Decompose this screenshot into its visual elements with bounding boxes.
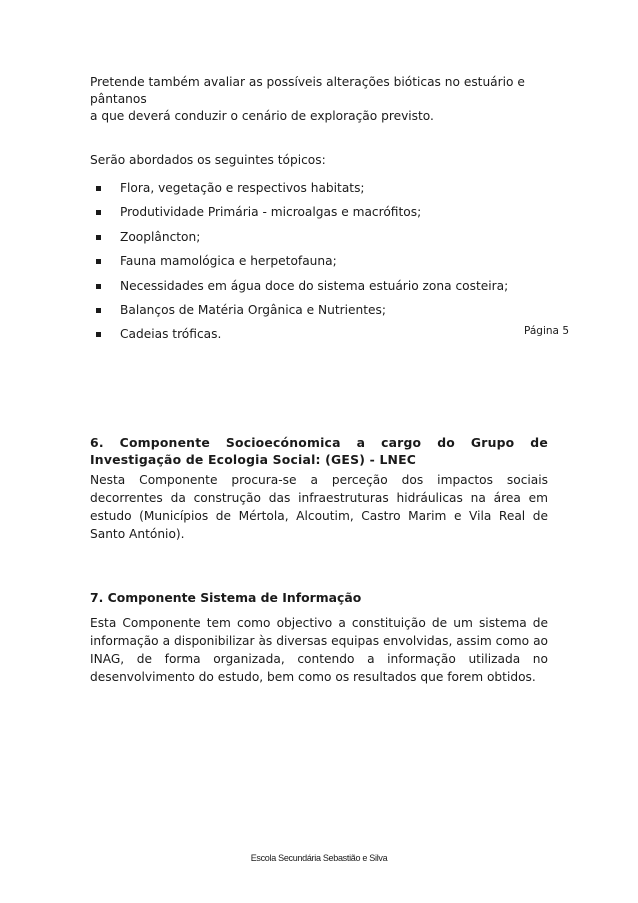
list-item-text: Cadeias tróficas. [120, 327, 222, 342]
square-bullet-icon [96, 259, 101, 264]
intro-line-3: a que deverá conduzir o cenário de exploração previsto. [90, 109, 434, 123]
intro-line-2: pântanos [90, 92, 147, 106]
list-item-text: Balanços de Matéria Orgânica e Nutrientes; [120, 302, 386, 317]
list-item [96, 302, 508, 326]
square-bullet-icon [96, 332, 101, 337]
square-bullet-icon [96, 210, 101, 215]
section-7-heading: 7. Componente Sistema de Informação [90, 590, 362, 605]
page-footer: Escola Secundária Sebastião e Silva [250, 853, 388, 863]
intro-line-1: Pretende também avaliar as possíveis alterações bióticas no estuário e [90, 75, 525, 89]
topics-intro: Serão abordados os seguintes tópicos: [90, 153, 326, 167]
section-7-body: Esta Componente tem como objectivo a constituição de um sistema de informação a disponibilizar às diversas equipas envolvidas, assim como ao INAG, de forma organizada, contendo a informação utilizada no desenvolvimento do estudo, bem como os resultados que forem obtidos. [90, 616, 548, 685]
list-item [96, 229, 508, 253]
list-item-text: Fauna mamológica e herpetofauna; [120, 254, 337, 269]
square-bullet-icon [96, 284, 101, 289]
list-item [96, 204, 508, 228]
square-bullet-icon [96, 186, 101, 191]
section-6 [90, 434, 548, 543]
list-item [96, 253, 508, 277]
section-6-heading: 6. Componente Socioecónomica a cargo do Grupo de Investigação de Ecologia Social: (GES) - LNEC [90, 435, 548, 468]
list-item-text: Zooplâncton; [120, 229, 201, 244]
list-item [96, 326, 508, 350]
square-bullet-icon [96, 308, 101, 313]
list-item-text: Flora, vegetação e respectivos habitats; [120, 181, 365, 195]
square-bullet-icon [96, 235, 101, 240]
list-item [96, 180, 508, 204]
section-6-body: Nesta Componente procura-se a perceção dos impactos sociais decorrentes da construção das infraestruturas hidráulicas na área em estudo (Municípios de Mértola, Alcoutim, Castro Marim e Vila Real de Santo António). [90, 472, 548, 541]
list-item [96, 278, 508, 302]
section-7 [90, 589, 548, 686]
topics-list [96, 180, 508, 351]
intro-paragraph [90, 74, 525, 125]
list-item-text: Produtividade Primária - microalgas e macrófitos; [120, 205, 422, 220]
list-item-text: Necessidades em água doce do sistema estuário zona costeira; [120, 278, 509, 293]
page-number: Página 5 [524, 325, 569, 337]
